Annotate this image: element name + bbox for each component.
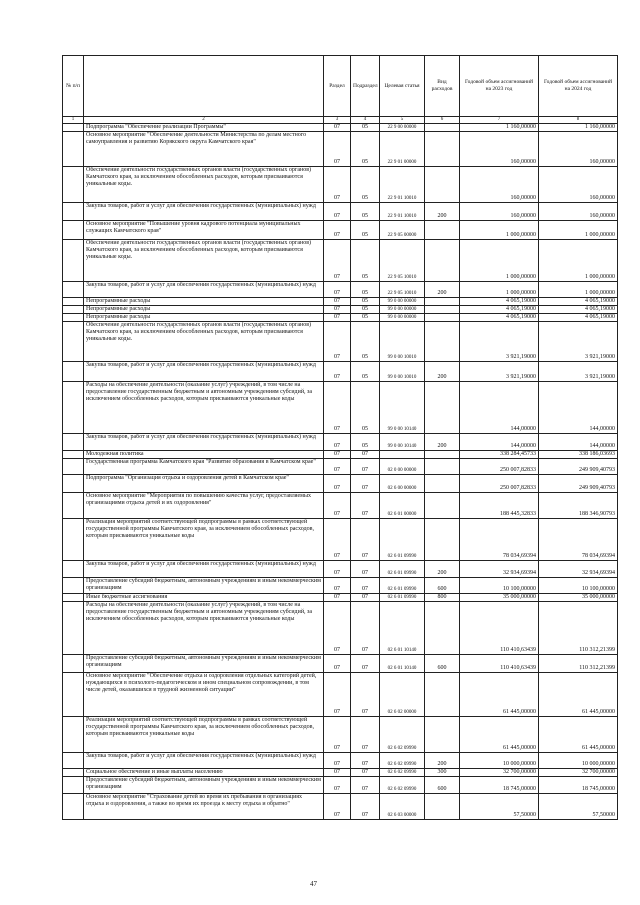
row-amount-2024-cell: 1 000,00000 [539,240,618,282]
index-cell: 2 [84,117,324,124]
row-name-cell: Непрограммные расходы [84,314,324,322]
table-row [63,298,618,306]
row-amount-2023-cell: 160,00000 [460,203,539,221]
row-amount-2024-cell: 160,00000 [539,132,618,167]
row-name-cell: Основное мероприятие "Мероприятия по повышению качества услуг, предоставляемых организациями отдыха детей и их оздоровления" [84,493,324,519]
row-amount-2023-cell: 1 000,00000 [460,282,539,298]
row-amount-2023-cell: 144,00000 [460,382,539,434]
row-expense-type-cell [425,493,460,519]
row-name-cell: Закупка товаров, работ и услуг для обеспечения государственных (муниципальных) нужд [84,362,324,382]
table-row [63,382,618,434]
row-amount-2023-cell: 57,50000 [460,794,539,820]
table-row [63,673,618,717]
row-razdel-cell: 07 [324,314,351,322]
row-amount-2024-cell: 3 921,19000 [539,322,618,362]
row-amount-2024-cell: 338 186,03693 [539,451,618,459]
row-target-article-cell: 22 9 05 10010 [380,240,425,282]
row-razdel-cell: 07 [324,298,351,306]
row-razdel-cell: 07 [324,673,351,717]
row-podrazdel-cell: 05 [351,167,380,203]
row-amount-2023-cell: 4 065,19000 [460,298,539,306]
row-amount-2024-cell: 61 445,00000 [539,717,618,753]
table-row [63,434,618,451]
row-razdel-cell: 07 [324,382,351,434]
row-podrazdel-cell: 05 [351,132,380,167]
row-expense-type-cell [425,124,460,132]
row-target-article-cell: 02 6 01 10140 [380,655,425,673]
row-target-article-cell: 99 0 00 00000 [380,298,425,306]
table-row [63,769,618,777]
row-number-cell [63,167,84,203]
row-podrazdel-cell: 05 [351,362,380,382]
row-razdel-cell: 07 [324,561,351,578]
row-target-article-cell: 99 0 00 10140 [380,382,425,434]
header-amount-2023: Годовой объем ассигнований на 2023 год [460,56,539,117]
row-name-cell: Обеспечение деятельности государственных органов власти (государственных органов) Камчатского края, за исключением обособленных расходов, которым присваиваются уникальные коды. [84,322,324,362]
row-amount-2024-cell: 10 000,00000 [539,753,618,769]
table-row [63,519,618,561]
row-amount-2024-cell: 144,00000 [539,434,618,451]
row-name-cell: Обеспечение деятельности государственных органов власти (государственных органов) Камчатского края, за исключением обособленных расходов, которым присваиваются уникальные коды. [84,167,324,203]
row-target-article-cell: 02 6 02 09990 [380,769,425,777]
row-expense-type-cell: 600 [425,578,460,594]
budget-table [62,55,618,820]
row-razdel-cell: 07 [324,221,351,240]
page-number: 47 [310,880,317,888]
row-number-cell [63,717,84,753]
row-razdel-cell: 07 [324,362,351,382]
row-razdel-cell: 07 [324,594,351,602]
row-podrazdel-cell: 07 [351,493,380,519]
row-name-cell: Социальное обеспечение и иные выплаты населению [84,769,324,777]
row-name-cell: Закупка товаров, работ и услуг для обеспечения государственных (муниципальных) нужд [84,282,324,298]
header-target-article: Целевая статья [380,56,425,117]
row-number-cell [63,203,84,221]
row-amount-2024-cell: 144,00000 [539,382,618,434]
table-header-row [63,56,618,117]
row-amount-2024-cell: 4 065,19000 [539,306,618,314]
row-number-cell [63,602,84,655]
row-razdel-cell: 07 [324,655,351,673]
table-row [63,794,618,820]
row-expense-type-cell: 200 [425,753,460,769]
row-name-cell: Закупка товаров, работ и услуг для обеспечения государственных (муниципальных) нужд [84,203,324,221]
table-row [63,602,618,655]
row-target-article-cell: 99 0 00 10010 [380,322,425,362]
row-target-article-cell: 22 9 00 00000 [380,124,425,132]
row-razdel-cell: 07 [324,306,351,314]
row-amount-2024-cell: 1 000,00000 [539,221,618,240]
table-row [63,362,618,382]
row-amount-2024-cell: 160,00000 [539,167,618,203]
row-amount-2024-cell: 160,00000 [539,203,618,221]
row-target-article-cell: 02 6 02 09990 [380,717,425,753]
row-amount-2023-cell: 250 007,82833 [460,459,539,475]
row-name-cell: Основное мероприятие "Страхование детей во время их пребывания в организациях отдыха и оздоровления, а также во время их проезда к месту отдыха и обратно" [84,794,324,820]
row-podrazdel-cell: 05 [351,298,380,306]
row-expense-type-cell [425,519,460,561]
table-row [63,594,618,602]
row-podrazdel-cell: 05 [351,382,380,434]
row-number-cell [63,459,84,475]
table-row [63,561,618,578]
row-name-cell: Реализация мероприятий соответствующей подпрограммы в рамках соответствующей государственной программы Камчатского края, за исключением обособленных расходов, которым присваиваются уникальные коды [84,717,324,753]
row-razdel-cell: 07 [324,282,351,298]
row-podrazdel-cell: 05 [351,434,380,451]
table-row [63,221,618,240]
row-target-article-cell: 02 6 00 00000 [380,475,425,493]
row-number-cell [63,240,84,282]
row-amount-2024-cell: 1 000,00000 [539,282,618,298]
row-expense-type-cell: 200 [425,282,460,298]
row-expense-type-cell [425,382,460,434]
row-razdel-cell: 07 [324,717,351,753]
table-row [63,240,618,282]
row-name-cell: Предоставление субсидий бюджетным, автономным учреждениям и иным некоммерческим организациям [84,777,324,794]
row-razdel-cell: 07 [324,777,351,794]
row-expense-type-cell: 600 [425,777,460,794]
row-name-cell: Непрограммные расходы [84,298,324,306]
row-number-cell [63,314,84,322]
row-razdel-cell: 07 [324,475,351,493]
row-amount-2023-cell: 10 100,00000 [460,578,539,594]
row-podrazdel-cell: 07 [351,655,380,673]
row-expense-type-cell [425,322,460,362]
row-target-article-cell: 99 0 00 00000 [380,314,425,322]
row-name-cell: Непрограммные расходы [84,306,324,314]
row-podrazdel-cell: 07 [351,673,380,717]
row-amount-2024-cell: 18 745,00000 [539,777,618,794]
table-row [63,475,618,493]
row-name-cell: Иные бюджетные ассигнования [84,594,324,602]
row-amount-2023-cell: 160,00000 [460,132,539,167]
row-amount-2023-cell: 144,00000 [460,434,539,451]
row-number-cell [63,769,84,777]
row-amount-2024-cell: 249 909,40793 [539,459,618,475]
row-number-cell [63,322,84,362]
row-name-cell: Государственная программа Камчатского края "Развитие образования в Камчатском крае" [84,459,324,475]
table-row [63,753,618,769]
table-row [63,306,618,314]
row-expense-type-cell [425,459,460,475]
row-amount-2024-cell: 32 934,69394 [539,561,618,578]
row-target-article-cell: 22 9 05 00000 [380,221,425,240]
row-podrazdel-cell: 07 [351,459,380,475]
row-amount-2023-cell: 10 000,00000 [460,753,539,769]
row-number-cell [63,124,84,132]
table-row [63,124,618,132]
row-amount-2023-cell: 160,00000 [460,167,539,203]
row-podrazdel-cell: 07 [351,594,380,602]
row-razdel-cell: 07 [324,322,351,362]
row-number-cell [63,306,84,314]
row-target-article-cell: 02 6 01 09990 [380,561,425,578]
row-amount-2024-cell: 110 312,21399 [539,655,618,673]
row-podrazdel-cell: 05 [351,203,380,221]
row-number-cell [63,594,84,602]
row-amount-2023-cell: 3 921,19000 [460,362,539,382]
row-target-article-cell: 02 6 01 09990 [380,578,425,594]
row-expense-type-cell [425,306,460,314]
row-podrazdel-cell: 07 [351,578,380,594]
row-podrazdel-cell: 07 [351,519,380,561]
row-razdel-cell: 07 [324,769,351,777]
header-amount-2024: Годовой объем ассигнований на 2024 год [539,56,618,117]
row-amount-2023-cell: 18 745,00000 [460,777,539,794]
row-expense-type-cell [425,794,460,820]
row-expense-type-cell [425,298,460,306]
row-number-cell [63,753,84,769]
row-amount-2023-cell: 1 000,00000 [460,221,539,240]
row-target-article-cell: 02 6 02 00000 [380,673,425,717]
table-row [63,578,618,594]
row-number-cell [63,132,84,167]
table-row [63,203,618,221]
row-expense-type-cell [425,717,460,753]
table-body [63,124,618,820]
header-razdel: Раздел [324,56,351,117]
row-name-cell: Закупка товаров, работ и услуг для обеспечения государственных (муниципальных) нужд [84,434,324,451]
row-razdel-cell: 07 [324,132,351,167]
row-name-cell: Закупка товаров, работ и услуг для обеспечения государственных (муниципальных) нужд [84,561,324,578]
row-razdel-cell: 07 [324,167,351,203]
table-row [63,282,618,298]
row-name-cell: Молодежная политика [84,451,324,459]
row-amount-2024-cell: 1 160,00000 [539,124,618,132]
row-amount-2024-cell: 35 000,00000 [539,594,618,602]
table-row [63,655,618,673]
row-podrazdel-cell: 07 [351,475,380,493]
row-amount-2023-cell: 3 921,19000 [460,322,539,362]
row-amount-2024-cell: 57,50000 [539,794,618,820]
row-number-cell [63,282,84,298]
row-amount-2023-cell: 35 000,00000 [460,594,539,602]
row-podrazdel-cell: 07 [351,777,380,794]
row-podrazdel-cell: 07 [351,602,380,655]
table-row [63,493,618,519]
index-cell: 6 [425,117,460,124]
row-razdel-cell: 07 [324,240,351,282]
row-podrazdel-cell: 07 [351,561,380,578]
row-podrazdel-cell: 07 [351,451,380,459]
row-target-article-cell: 02 6 03 00000 [380,794,425,820]
row-amount-2023-cell: 1 160,00000 [460,124,539,132]
row-amount-2023-cell: 78 034,69394 [460,519,539,561]
row-name-cell: Реализация мероприятий соответствующей подпрограммы в рамках соответствующей государственной программы Камчатского края, за исключением обособленных расходов, которым присваиваются уникальные коды [84,519,324,561]
row-number-cell [63,434,84,451]
row-amount-2023-cell: 188 445,32833 [460,493,539,519]
row-amount-2024-cell: 4 065,19000 [539,298,618,306]
row-target-article-cell: 22 9 01 00000 [380,132,425,167]
index-cell: 5 [380,117,425,124]
index-cell: 7 [460,117,539,124]
row-amount-2023-cell: 61 445,00000 [460,717,539,753]
index-cell: 4 [351,117,380,124]
row-number-cell [63,794,84,820]
row-amount-2024-cell: 188 346,90793 [539,493,618,519]
row-podrazdel-cell: 07 [351,717,380,753]
row-name-cell: Обеспечение деятельности государственных органов власти (государственных органов) Камчатского края, за исключением обособленных расходов, которым присваиваются уникальные коды. [84,240,324,282]
row-expense-type-cell: 300 [425,769,460,777]
row-name-cell: Предоставление субсидий бюджетным, автономным учреждениям и иным некоммерческим организациям [84,578,324,594]
row-podrazdel-cell: 05 [351,124,380,132]
row-target-article-cell: 02 6 01 00000 [380,493,425,519]
row-expense-type-cell [425,602,460,655]
row-amount-2023-cell: 32 700,00000 [460,769,539,777]
row-amount-2023-cell: 250 007,82833 [460,475,539,493]
row-number-cell [63,221,84,240]
row-razdel-cell: 07 [324,203,351,221]
table-row [63,132,618,167]
index-cell: 1 [63,117,84,124]
row-amount-2023-cell: 110 410,63439 [460,602,539,655]
row-expense-type-cell [425,475,460,493]
row-target-article-cell: 02 6 01 09990 [380,519,425,561]
row-target-article-cell: 02 6 01 10140 [380,602,425,655]
row-target-article-cell: 02 6 02 09990 [380,753,425,769]
table-row [63,717,618,753]
header-expense-type: Вид расходов [425,56,460,117]
row-amount-2024-cell: 249 909,40793 [539,475,618,493]
row-target-article-cell: 22 9 01 10010 [380,167,425,203]
row-razdel-cell: 07 [324,519,351,561]
row-number-cell [63,382,84,434]
row-amount-2024-cell: 10 100,00000 [539,578,618,594]
row-number-cell [63,298,84,306]
row-target-article-cell: 99 0 00 10140 [380,434,425,451]
row-number-cell [63,451,84,459]
row-name-cell: Основное мероприятие "Обеспечение отдыха и оздоровления отдельных категорий детей, нуждающихся в психолого-педагогическом и ином специальном сопровождении, в том числе детей, оказавшихся в трудной жизненной ситуации" [84,673,324,717]
row-expense-type-cell [425,132,460,167]
row-name-cell: Закупка товаров, работ и услуг для обеспечения государственных (муниципальных) нужд [84,753,324,769]
row-name-cell: Расходы на обеспечение деятельности (оказание услуг) учреждений, в том числе на предоставление государственным бюджетным и автономным учреждениям субсидий, за исключением обособленных расходов, которым присваиваются уникальные коды [84,602,324,655]
row-name-cell: Основное мероприятие "Повышение уровня кадрового потенциала муниципальных служащих Камчатского края" [84,221,324,240]
row-amount-2024-cell: 4 065,19000 [539,314,618,322]
row-razdel-cell: 07 [324,459,351,475]
row-target-article-cell: 99 0 00 00000 [380,306,425,314]
row-amount-2023-cell: 1 000,00000 [460,240,539,282]
row-target-article-cell: 02 6 02 09990 [380,777,425,794]
row-expense-type-cell: 200 [425,362,460,382]
row-target-article-cell: 22 9 05 10010 [380,282,425,298]
row-expense-type-cell: 600 [425,655,460,673]
row-target-article-cell [380,451,425,459]
table-row [63,314,618,322]
row-amount-2024-cell: 110 312,21399 [539,602,618,655]
header-name [84,56,324,117]
row-razdel-cell: 07 [324,451,351,459]
row-razdel-cell: 07 [324,753,351,769]
row-expense-type-cell [425,221,460,240]
row-razdel-cell: 07 [324,602,351,655]
row-amount-2023-cell: 32 934,69394 [460,561,539,578]
row-expense-type-cell [425,673,460,717]
row-expense-type-cell: 200 [425,203,460,221]
row-number-cell [63,655,84,673]
column-index-row [63,117,618,124]
row-amount-2023-cell: 338 284,45733 [460,451,539,459]
row-podrazdel-cell: 05 [351,282,380,298]
row-podrazdel-cell: 05 [351,240,380,282]
header-number: № п/п [63,56,84,117]
row-podrazdel-cell: 05 [351,314,380,322]
row-amount-2024-cell: 61 445,00000 [539,673,618,717]
row-amount-2024-cell: 78 034,69394 [539,519,618,561]
row-expense-type-cell [425,451,460,459]
row-razdel-cell: 07 [324,124,351,132]
row-number-cell [63,673,84,717]
table-row [63,459,618,475]
row-number-cell [63,777,84,794]
budget-table-sheet [62,55,617,820]
row-podrazdel-cell: 05 [351,306,380,314]
index-cell: 3 [324,117,351,124]
row-expense-type-cell [425,314,460,322]
row-name-cell: Расходы на обеспечение деятельности (оказание услуг) учреждений, в том числе на предоставление государственным бюджетным и автономным учреждениям субсидий, за исключением обособленных расходов, которым присваиваются уникальные коды [84,382,324,434]
row-target-article-cell: 02 0 00 00000 [380,459,425,475]
header-podrazdel: Подраздел [351,56,380,117]
row-expense-type-cell: 200 [425,561,460,578]
row-number-cell [63,493,84,519]
row-amount-2024-cell: 3 921,19000 [539,362,618,382]
row-expense-type-cell: 200 [425,434,460,451]
table-row [63,451,618,459]
table-row [63,322,618,362]
row-number-cell [63,362,84,382]
row-target-article-cell: 22 9 01 10010 [380,203,425,221]
row-target-article-cell: 02 6 01 09990 [380,594,425,602]
row-podrazdel-cell: 07 [351,794,380,820]
row-razdel-cell: 07 [324,578,351,594]
row-podrazdel-cell: 05 [351,322,380,362]
row-podrazdel-cell: 05 [351,221,380,240]
row-number-cell [63,519,84,561]
row-name-cell: Предоставление субсидий бюджетным, автономным учреждениям и иным некоммерческим организациям [84,655,324,673]
row-podrazdel-cell: 07 [351,769,380,777]
row-amount-2023-cell: 4 065,19000 [460,314,539,322]
row-name-cell: Подпрограмма "Организация отдыха и оздоровления детей в Камчатском крае" [84,475,324,493]
row-number-cell [63,561,84,578]
row-amount-2023-cell: 4 065,19000 [460,306,539,314]
row-name-cell: Подпрограмма "Обеспечение реализации Программы" [84,124,324,132]
row-number-cell [63,475,84,493]
row-target-article-cell: 99 0 00 10010 [380,362,425,382]
row-amount-2023-cell: 61 445,00000 [460,673,539,717]
row-expense-type-cell [425,167,460,203]
row-podrazdel-cell: 07 [351,753,380,769]
row-razdel-cell: 07 [324,493,351,519]
row-expense-type-cell [425,240,460,282]
row-number-cell [63,578,84,594]
row-amount-2024-cell: 32 700,00000 [539,769,618,777]
row-name-cell: Основное мероприятие "Обеспечение деятельности Министерства по делам местного самоуправления и развитию Корякского округа Камчатского края" [84,132,324,167]
table-row [63,777,618,794]
index-cell: 8 [539,117,618,124]
table-row [63,167,618,203]
row-razdel-cell: 07 [324,794,351,820]
row-expense-type-cell: 800 [425,594,460,602]
row-razdel-cell: 07 [324,434,351,451]
row-amount-2023-cell: 110 410,63439 [460,655,539,673]
